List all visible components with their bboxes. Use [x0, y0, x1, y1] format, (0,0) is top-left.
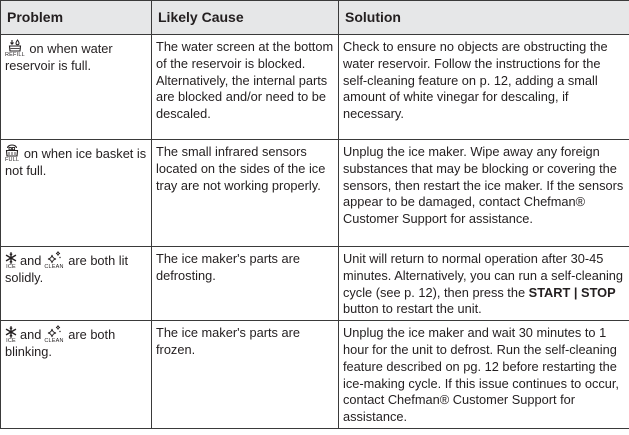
- ice-indicator: [5, 326, 17, 344]
- start-stop-button-label: START | STOP: [528, 284, 616, 300]
- table-row: [1, 35, 629, 140]
- problem-text: are both lit solidly.: [5, 253, 129, 285]
- full-label: FULL: [5, 157, 20, 163]
- clean-indicator: [44, 251, 63, 270]
- solution-text-end: button to restart the unit.: [343, 301, 482, 317]
- problem-text: on when water reservoir is full.: [5, 41, 113, 73]
- ice-label: ICE: [6, 338, 16, 345]
- full-indicator: [5, 144, 19, 163]
- header-problem: Problem: [1, 1, 152, 35]
- clean-label: CLEAN: [44, 264, 64, 270]
- refill-icon: [8, 39, 22, 52]
- table-row: [1, 247, 629, 321]
- snowflake-icon: [5, 326, 17, 338]
- table-row: [1, 140, 629, 247]
- solution-cell: Unplug the ice maker and wait 30 minutes to 1 hour for the unit to defrost. Run the self-cleaning feature described on pg. 12 before restarting the ice-making cycle. If this issue continues to occur, contact Chefman® Customer Support for assistance.: [339, 321, 629, 429]
- clean-label: CLEAN: [44, 338, 64, 345]
- clean-indicator: [44, 325, 63, 344]
- sparkle-clean-icon: [46, 251, 62, 264]
- refill-indicator: [5, 39, 25, 58]
- problem-cell: [1, 247, 152, 321]
- cause-cell: The ice maker's parts are frozen.: [152, 321, 339, 429]
- solution-cell: Check to ensure no objects are obstructing the water reservoir. Follow the instructions for the self-cleaning feature on p. 12, adding a small amount of white vinegar for descaling, if necessary.: [339, 35, 629, 140]
- and-text: and: [20, 253, 42, 269]
- and-text: and: [20, 327, 42, 343]
- cause-cell: The small infrared sensors located on the sides of the ice tray are not working properly.: [152, 140, 339, 247]
- sparkle-clean-icon: [46, 325, 62, 338]
- header-likely-cause: Likely Cause: [152, 1, 339, 35]
- solution-cell: [339, 247, 629, 321]
- ice-basket-full-icon: [5, 144, 19, 157]
- problem-cell: [1, 140, 152, 247]
- solution-cell: Unplug the ice maker. Wipe away any foreign substances that may be blocking or covering the sensors, then restart the ice maker. If the sensors appear to be damaged, contact Chefman® Customer Support for assistance.: [339, 140, 629, 247]
- ice-indicator: [5, 252, 17, 270]
- snowflake-icon: [5, 252, 17, 264]
- solution-text-start: Unit will return to normal operation after 30-45 minutes. Alternatively, you can run a self-cleaning cycle (see p. 12), then press the: [343, 251, 624, 300]
- header-solution: Solution: [339, 1, 629, 35]
- problem-text: are both blinking.: [5, 327, 116, 360]
- ice-label: ICE: [6, 264, 16, 270]
- refill-label: REFILL: [5, 52, 25, 58]
- table-row: [1, 321, 629, 429]
- problem-text: on when ice basket is not full.: [5, 146, 147, 178]
- problem-cell: [1, 321, 152, 429]
- cause-cell: The water screen at the bottom of the reservoir is blocked. Alternatively, the internal parts are blocked and/or need to be descaled.: [152, 35, 339, 140]
- cause-cell: The ice maker's parts are defrosting.: [152, 247, 339, 321]
- problem-cell: [1, 35, 152, 140]
- header-row: [1, 1, 629, 35]
